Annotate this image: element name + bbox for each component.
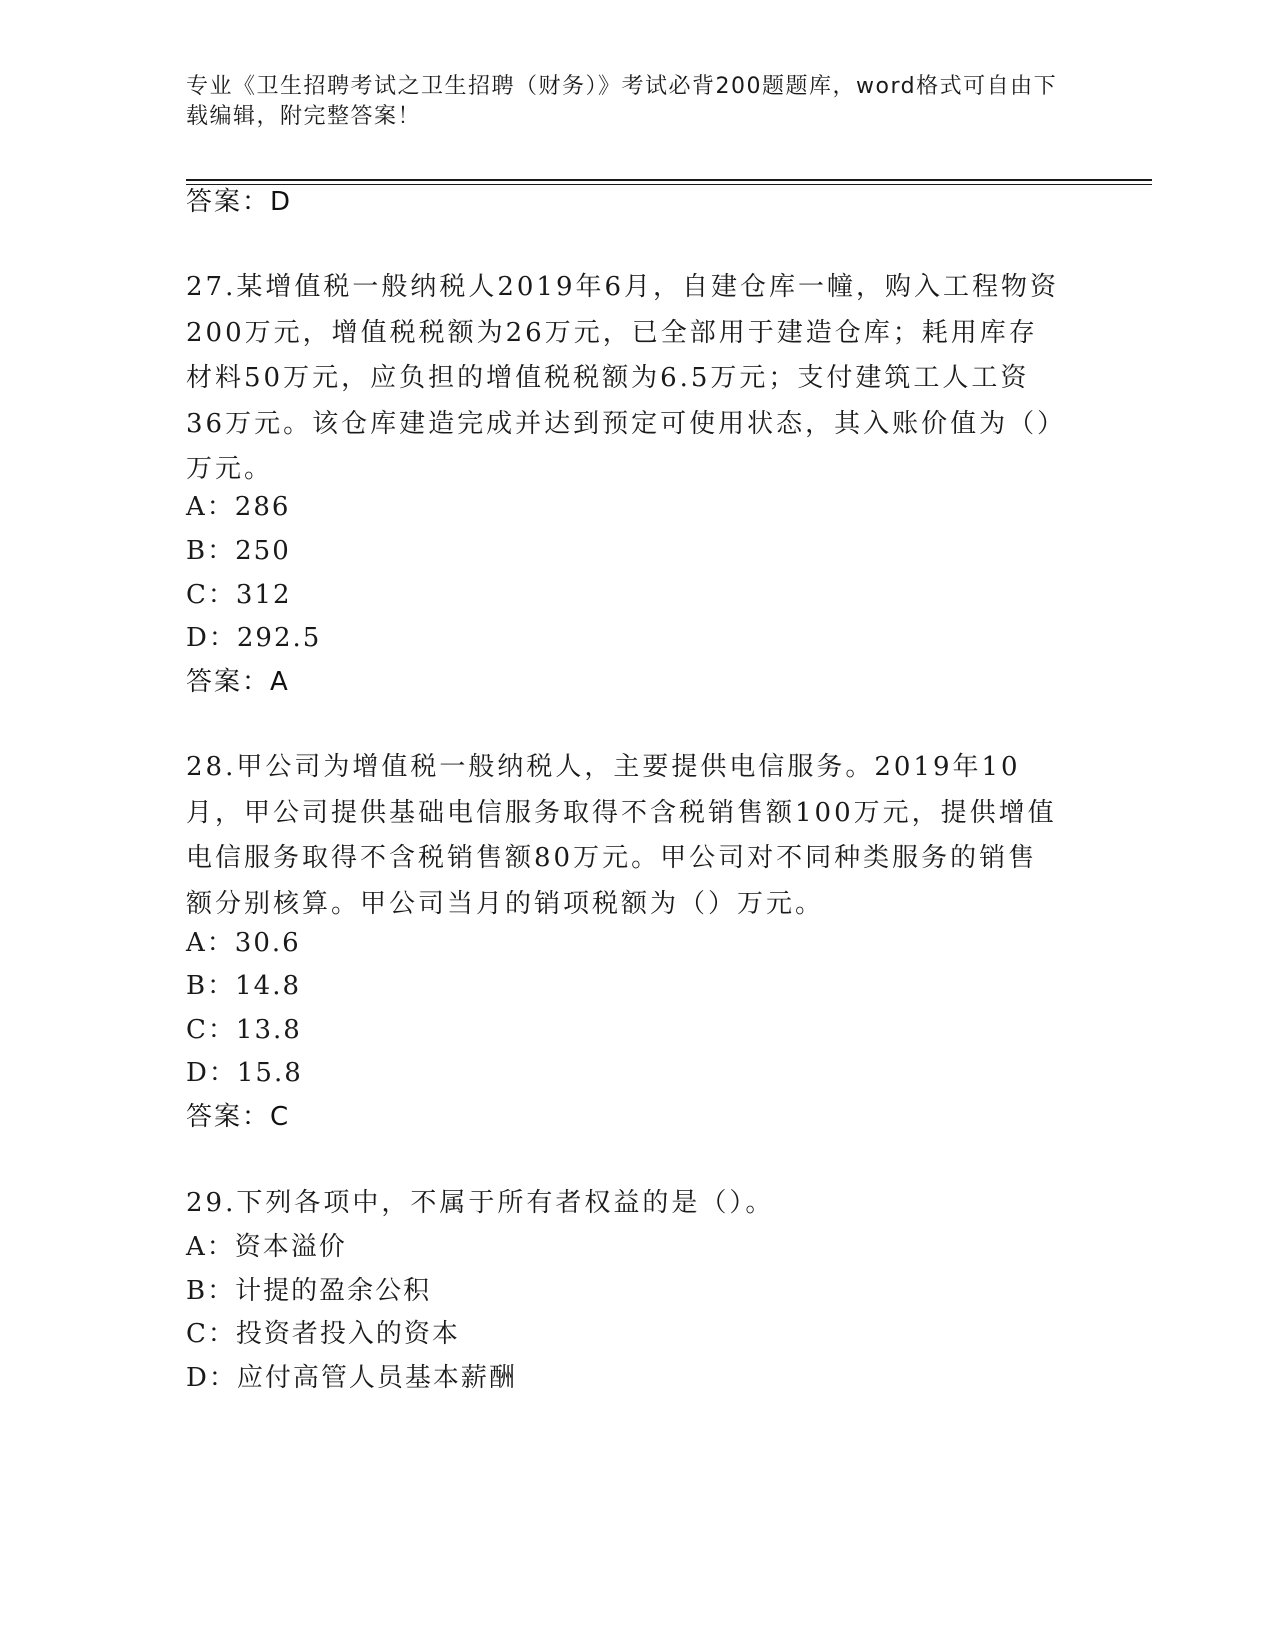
question-28-stem: 28.甲公司为增值税一般纳税人，主要提供电信服务。2019年10月，甲公司提供基础电信服务取得不含税销售额100万元，提供增值电信服务取得不含税销售额80万元。甲公司对不同种类服务的销售额分别核算。甲公司当月的销项税额为（）万元。 xyxy=(186,752,1057,919)
answer-line-27 xyxy=(186,664,290,700)
option-key: C： xyxy=(186,1015,236,1045)
answer-label: 答案： xyxy=(186,187,271,217)
option-text: 计提的盈余公积 xyxy=(235,1276,432,1306)
question-27-option-a xyxy=(186,489,290,525)
document-header: 专业《卫生招聘考试之卫生招聘（财务）》考试必背200题题库，word格式可自由下载编辑，附完整答案！ xyxy=(186,74,1058,129)
option-key: C： xyxy=(186,1319,236,1349)
answer-value: C xyxy=(270,1102,291,1132)
question-27-option-d xyxy=(186,620,321,656)
answer-label: 答案： xyxy=(186,667,271,697)
option-text: 250 xyxy=(235,536,291,566)
question-28-option-a xyxy=(186,925,301,961)
option-key: A： xyxy=(186,492,235,522)
question-29-option-d xyxy=(186,1360,517,1396)
question-29-option-c xyxy=(186,1316,460,1352)
option-key: C： xyxy=(186,580,236,610)
answer-line-26 xyxy=(186,184,292,220)
option-text: 投资者投入的资本 xyxy=(235,1319,460,1349)
question-27-option-c xyxy=(186,577,292,613)
option-key: B： xyxy=(186,971,236,1001)
option-text: 应付高管人员基本薪酬 xyxy=(236,1363,517,1393)
question-27-option-b xyxy=(186,533,291,569)
option-text: 14.8 xyxy=(235,971,301,1001)
option-key: D： xyxy=(186,1058,237,1088)
answer-label: 答案： xyxy=(186,1102,271,1132)
header-rule-thick xyxy=(186,179,1152,181)
option-key: D： xyxy=(186,1363,237,1393)
question-29-stem: 29.下列各项中，不属于所有者权益的是（）。 xyxy=(186,1188,775,1218)
option-key: B： xyxy=(186,1276,236,1306)
answer-line-28 xyxy=(186,1099,290,1135)
option-text: 30.6 xyxy=(234,928,301,958)
header-rule-thin xyxy=(186,184,1152,185)
question-28-option-d xyxy=(186,1055,303,1091)
option-text: 286 xyxy=(234,492,291,522)
option-text: 资本溢价 xyxy=(234,1232,347,1262)
question-27-stem: 27.某增值税一般纳税人2019年6月，自建仓库一幢，购入工程物资200万元，增值税税额为26万元，已全部用于建造仓库；耗用库存材料50万元，应负担的增值税税额为6.5万元；支付建筑工人工资36万元。该仓库建造完成并达到预定可使用状态，其入账价值为（）万元。 xyxy=(186,272,1060,484)
answer-value: A xyxy=(270,667,290,697)
question-28-option-c xyxy=(186,1012,302,1048)
option-key: D： xyxy=(186,623,237,653)
option-key: A： xyxy=(186,928,235,958)
answer-value: D xyxy=(270,187,293,217)
option-text: 292.5 xyxy=(236,623,322,653)
option-key: B： xyxy=(186,536,236,566)
option-text: 15.8 xyxy=(236,1058,303,1088)
question-28-option-b xyxy=(186,968,301,1004)
question-29-option-a xyxy=(186,1229,347,1265)
option-text: 13.8 xyxy=(235,1015,302,1045)
question-29-option-b xyxy=(186,1273,431,1309)
option-key: A： xyxy=(186,1232,235,1262)
option-text: 312 xyxy=(235,580,292,610)
